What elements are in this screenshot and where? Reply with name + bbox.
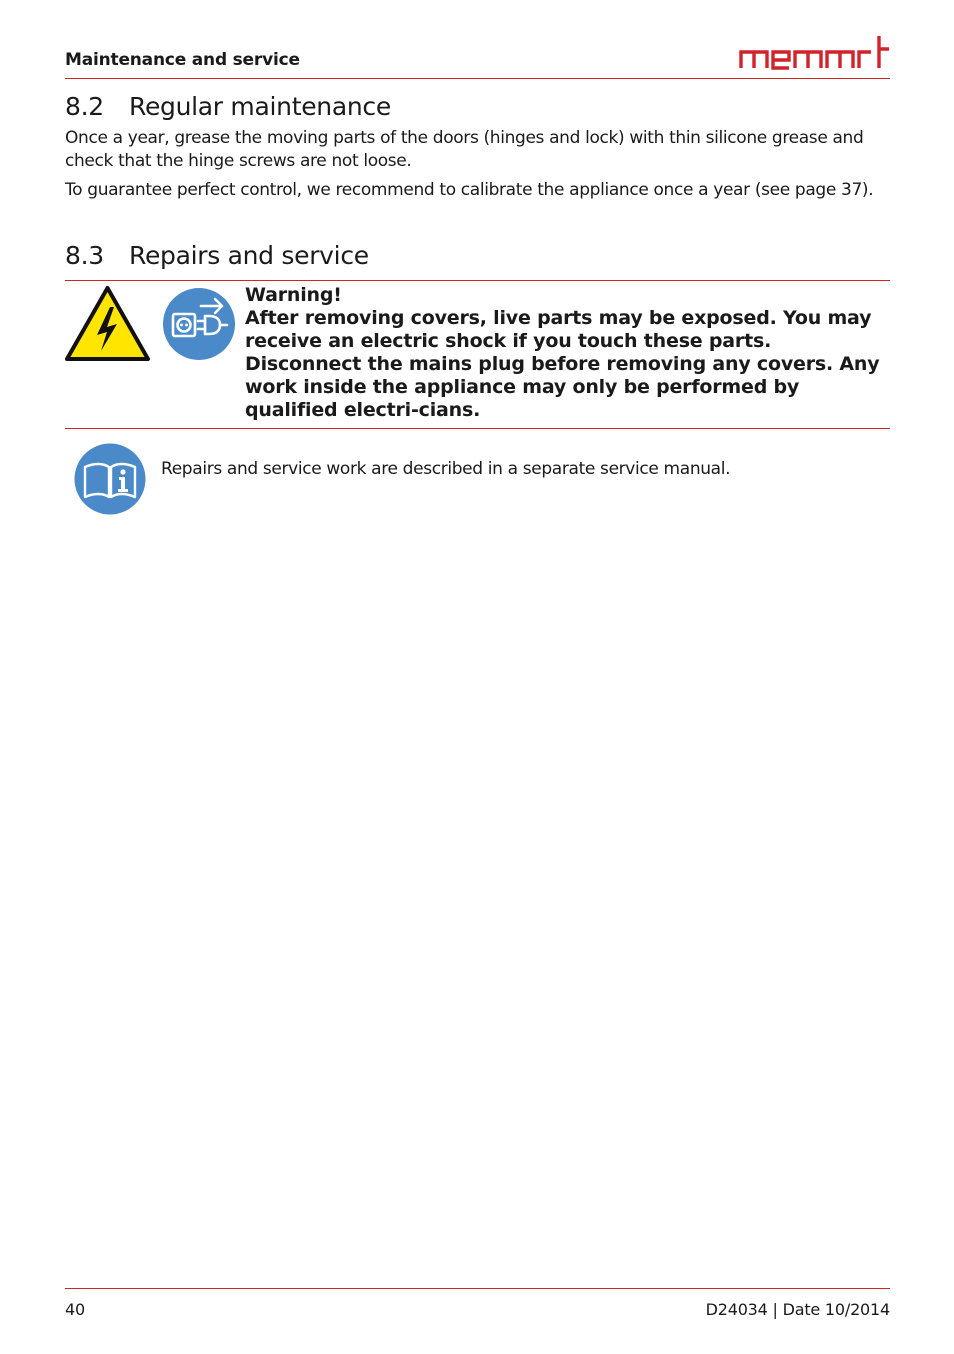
- header-rule: [65, 78, 890, 79]
- footer-rule: [65, 1288, 890, 1289]
- maintenance-paragraph-grease: Once a year, grease the moving parts of the doors (hinges and lock) with thin silicone grease and check that the hinge screws are not loose.: [65, 128, 864, 171]
- warning-top-rule: [65, 280, 890, 281]
- section-title: Repairs and service: [129, 241, 369, 270]
- memmert-logo: [738, 32, 890, 72]
- warning-body: After removing covers, live parts may be exposed. You may receive an electric shock if you touch these parts. Disconnect the mains plug before removing any covers. Any work inside the appliance may only be performed by qualified electri-cians.: [245, 307, 880, 421]
- service-manual-note: Repairs and service work are described in a separate service manual.: [161, 459, 731, 479]
- manual-info-icon: [74, 443, 146, 515]
- section-title: Regular maintenance: [129, 92, 391, 121]
- page-number: 40: [65, 1300, 85, 1319]
- warning-bottom-rule: [65, 428, 890, 429]
- disconnect-mains-plug-icon: [162, 287, 236, 361]
- warning-message: [245, 284, 890, 422]
- running-header-title: Maintenance and service: [65, 50, 300, 70]
- warning-label: Warning!: [245, 284, 342, 306]
- section-number: 8.3: [65, 241, 104, 270]
- maintenance-paragraph-calibrate: To guarantee perfect control, we recommend to calibrate the appliance once a year (see page 37).: [65, 180, 874, 200]
- section-heading-regular-maintenance: [65, 92, 391, 121]
- section-heading-repairs-and-service: [65, 241, 369, 270]
- document-info: D24034 | Date 10/2014: [705, 1300, 890, 1319]
- high-voltage-warning-icon: [64, 285, 151, 362]
- section-number: 8.2: [65, 92, 104, 121]
